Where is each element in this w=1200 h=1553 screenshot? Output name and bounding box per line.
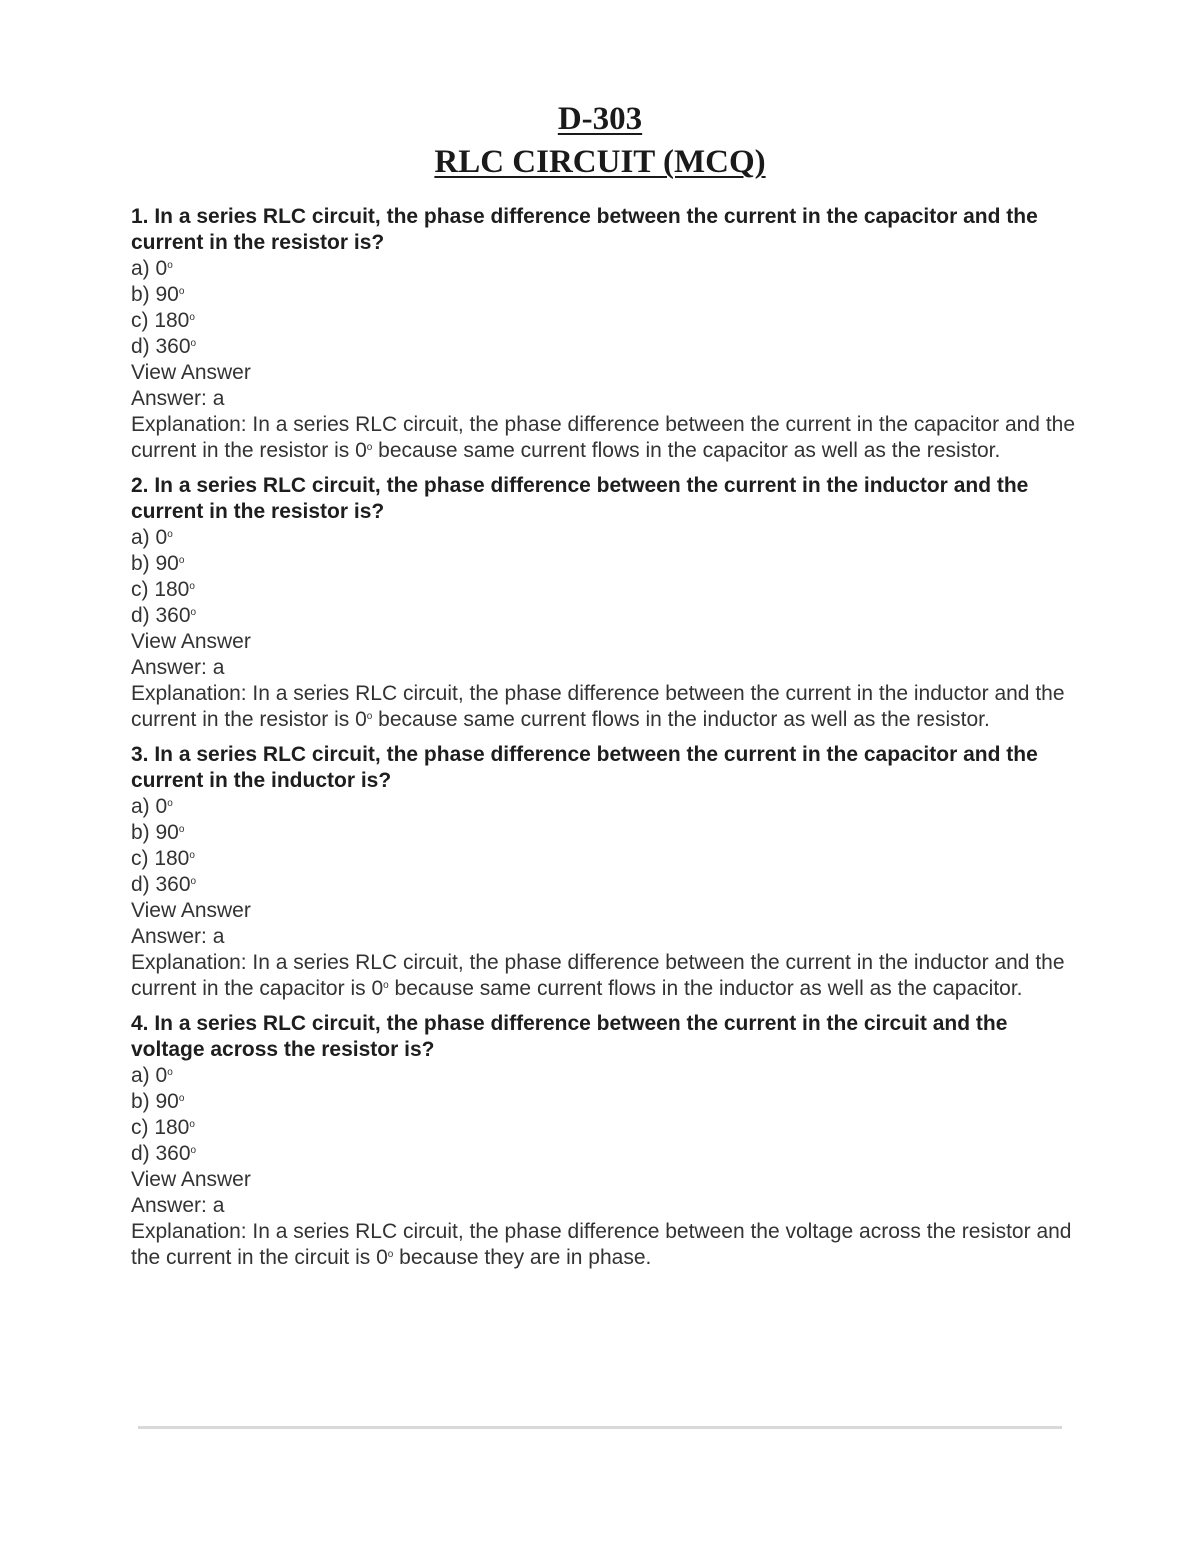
degree-mark: o (189, 581, 195, 592)
explanation-start: Explanation: In a series RLC circuit, the phase difference between the voltage across the resistor and the current in the circuit is 0 (131, 1220, 1072, 1269)
degree-mark: o (190, 876, 197, 887)
explanation-start: Explanation: In a series RLC circuit, the phase difference between the current in the inductor and the current in the capacitor is 0 (131, 951, 1065, 1000)
view-answer-link[interactable]: View Answer (131, 899, 251, 922)
view-answer-link[interactable]: View Answer (131, 361, 251, 384)
degree-mark: o (366, 442, 373, 453)
question-text: 1. In a series RLC circuit, the phase difference between the current in the capacitor and the current in the resistor is? (131, 205, 1038, 254)
explanation-start: Explanation: In a series RLC circuit, the phase difference between the current in the inductor and the current in the resistor is 0 (131, 682, 1065, 731)
view-answer-link[interactable]: View Answer (131, 1168, 251, 1191)
option-d[interactable] (131, 872, 1081, 898)
title-block (0, 98, 1200, 184)
question-text: 3. In a series RLC circuit, the phase difference between the current in the capacitor and the current in the inductor is? (131, 743, 1038, 792)
degree-mark: o (189, 312, 195, 323)
option-label: b) 90 (131, 283, 179, 306)
option-label: d) 360 (131, 604, 191, 627)
degree-mark: o (190, 338, 197, 349)
degree-mark: o (178, 1093, 185, 1104)
degree-mark: o (383, 980, 389, 991)
explanation-end: because same current flows in the capacitor as well as the resistor. (372, 439, 1001, 462)
degree-mark: o (167, 260, 173, 271)
view-answer-link[interactable]: View Answer (131, 630, 251, 653)
option-label: c) 180 (131, 578, 190, 601)
explanation-text (131, 950, 1081, 1002)
option-label: a) 0 (131, 1064, 168, 1087)
option-c[interactable] (131, 308, 1081, 334)
question-text: 4. In a series RLC circuit, the phase difference between the current in the circuit and the voltage across the resistor is? (131, 1012, 1008, 1061)
question-list (131, 204, 1081, 1280)
option-label: c) 180 (131, 1116, 190, 1139)
option-label: a) 0 (131, 795, 168, 818)
document-code: D-303 (557, 101, 643, 137)
answer-text: Answer: a (131, 656, 225, 679)
degree-mark: o (167, 529, 173, 540)
document-title: RLC CIRCUIT (MCQ) (434, 144, 766, 180)
option-label: b) 90 (131, 1090, 179, 1113)
option-label: d) 360 (131, 1142, 191, 1165)
option-c[interactable] (131, 1115, 1081, 1141)
question-item (131, 204, 1081, 464)
degree-mark: o (190, 607, 197, 618)
degree-mark: o (167, 1067, 173, 1078)
degree-mark: o (190, 1145, 197, 1156)
explanation-end: because they are in phase. (393, 1246, 652, 1269)
option-label: a) 0 (131, 257, 168, 280)
option-d[interactable] (131, 603, 1081, 629)
option-b[interactable] (131, 820, 1081, 846)
question-item (131, 473, 1081, 733)
option-label: d) 360 (131, 873, 191, 896)
option-a[interactable] (131, 256, 1081, 282)
question-item (131, 1011, 1081, 1271)
explanation-end: because same current flows in the inductor as well as the resistor. (372, 708, 990, 731)
option-c[interactable] (131, 846, 1081, 872)
option-d[interactable] (131, 334, 1081, 360)
explanation-end: because same current flows in the inductor as well as the capacitor. (388, 977, 1023, 1000)
option-label: c) 180 (131, 309, 190, 332)
option-label: b) 90 (131, 552, 179, 575)
degree-mark: o (387, 1249, 394, 1260)
degree-mark: o (178, 555, 185, 566)
explanation-text (131, 1219, 1081, 1271)
explanation-text (131, 681, 1081, 733)
answer-text: Answer: a (131, 1194, 225, 1217)
option-a[interactable] (131, 525, 1081, 551)
answer-text: Answer: a (131, 925, 225, 948)
degree-mark: o (178, 286, 185, 297)
horizontal-divider (138, 1426, 1062, 1429)
explanation-start: Explanation: In a series RLC circuit, the phase difference between the current in the capacitor and the current in the resistor is 0 (131, 413, 1076, 462)
question-text: 2. In a series RLC circuit, the phase difference between the current in the inductor and the current in the resistor is? (131, 474, 1029, 523)
option-label: c) 180 (131, 847, 190, 870)
degree-mark: o (178, 824, 185, 835)
option-d[interactable] (131, 1141, 1081, 1167)
degree-mark: o (189, 850, 195, 861)
explanation-text (131, 412, 1081, 464)
degree-mark: o (366, 711, 373, 722)
option-label: a) 0 (131, 526, 168, 549)
question-item (131, 742, 1081, 1002)
degree-mark: o (167, 798, 173, 809)
answer-text: Answer: a (131, 387, 225, 410)
degree-mark: o (189, 1119, 195, 1130)
option-a[interactable] (131, 1063, 1081, 1089)
option-a[interactable] (131, 794, 1081, 820)
option-b[interactable] (131, 1089, 1081, 1115)
option-label: b) 90 (131, 821, 179, 844)
option-c[interactable] (131, 577, 1081, 603)
option-label: d) 360 (131, 335, 191, 358)
option-b[interactable] (131, 551, 1081, 577)
option-b[interactable] (131, 282, 1081, 308)
